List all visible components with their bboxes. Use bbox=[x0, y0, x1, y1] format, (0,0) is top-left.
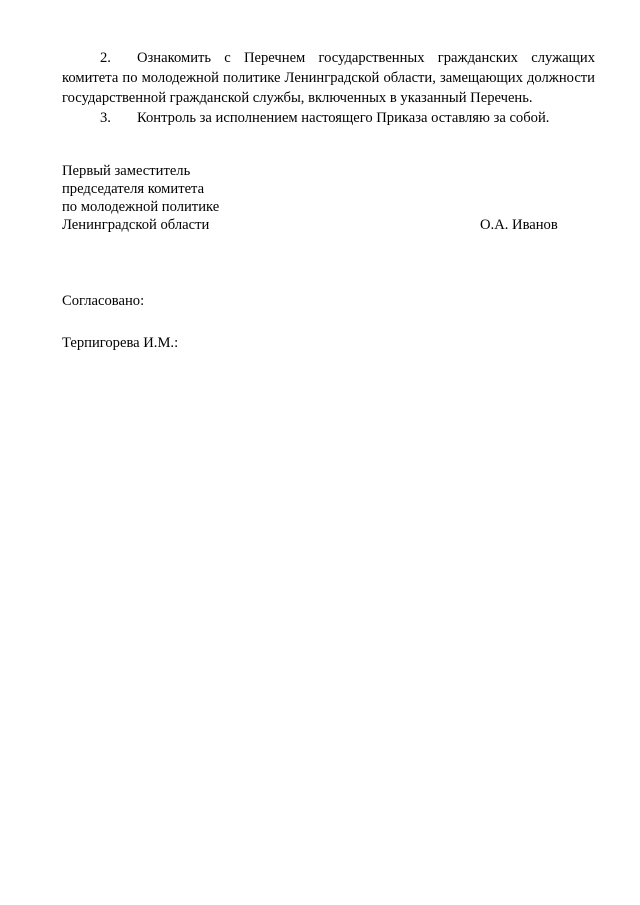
signer-title-line: по молодежной политике bbox=[62, 199, 220, 215]
signer-title-line: Ленинградской области bbox=[62, 217, 210, 233]
document-page bbox=[62, 48, 595, 352]
agreed-label: Согласовано: bbox=[62, 293, 145, 309]
order-item-text: Контроль за исполнением настоящего Приказа оставляю за собой. bbox=[137, 110, 550, 126]
order-item-3 bbox=[62, 108, 595, 128]
signer-title-line: Первый заместитель bbox=[62, 163, 191, 179]
signer-title-line: председателя комитета bbox=[62, 181, 205, 197]
agreed-person: Терпигорева И.М.: bbox=[62, 335, 179, 351]
signature-block bbox=[62, 162, 595, 234]
order-item-2 bbox=[62, 48, 595, 108]
order-item-text: Ознакомить с Перечнем государственных гражданских служащих комитета по молодежной политике Ленинградской области, замещающих должности государственной гражданской службы, включенных в указанный Перечень. bbox=[62, 50, 595, 106]
order-item-number: 3. bbox=[100, 110, 111, 126]
order-item-number: 2. bbox=[100, 50, 111, 66]
signer-name: О.А. Иванов bbox=[480, 217, 558, 233]
